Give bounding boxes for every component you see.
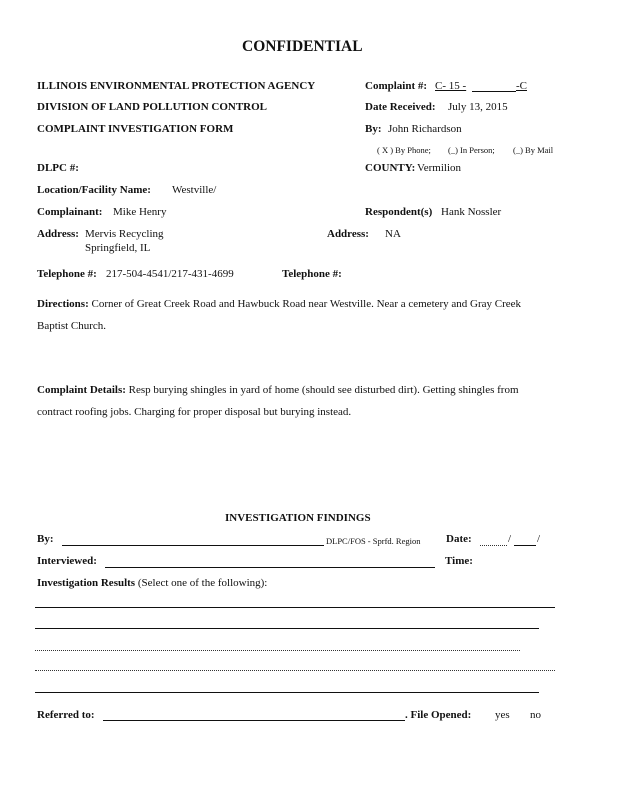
dlpc-label: DLPC #:: [37, 162, 79, 174]
referred-field[interactable]: [103, 720, 405, 721]
date-slash-1: /: [508, 533, 512, 545]
date-received-label: Date Received:: [365, 101, 436, 113]
file-opened-label: . File Opened:: [405, 709, 472, 721]
date-slash-2: /: [537, 533, 541, 545]
directions-line2: Baptist Church.: [37, 320, 107, 332]
county-value: Vermilion: [417, 162, 461, 174]
telephone-value: 217-504-4541/217-431-4699: [106, 268, 234, 280]
results-heading: [37, 577, 267, 590]
form-name: COMPLAINT INVESTIGATION FORM: [37, 123, 234, 135]
complainant-label: Complainant:: [37, 206, 103, 218]
complainant-value: Mike Henry: [113, 206, 167, 218]
details-label: Complaint Details:: [37, 384, 126, 396]
directions-text: Corner of Great Creek Road and Hawbuck Road near Westville. Near a cemetery and Gray Creek: [91, 298, 522, 310]
division-name: DIVISION OF LAND POLLUTION CONTROL: [37, 101, 268, 113]
findings-by-field[interactable]: [62, 545, 324, 546]
interviewed-field[interactable]: [105, 567, 435, 568]
results-line-2[interactable]: [35, 628, 539, 629]
file-opened-no[interactable]: no: [530, 709, 541, 721]
respondent-value: Hank Nossler: [441, 206, 502, 218]
results-line-4[interactable]: [35, 670, 555, 671]
page-title: CONFIDENTIAL: [242, 38, 363, 55]
location-label: Location/Facility Name:: [37, 184, 151, 196]
referred-label: Referred to:: [37, 709, 95, 721]
method-mail: (_) By Mail: [513, 145, 554, 155]
directions-label: Directions:: [37, 298, 89, 310]
findings-by-label: By:: [37, 533, 54, 545]
address-line2: Springfield, IL: [85, 242, 151, 254]
details-text: Resp burying shingles in yard of home (should see disturbed dirt). Getting shingles from: [128, 384, 519, 396]
results-note: (Select one of the following):: [137, 577, 268, 589]
details-line1: [37, 384, 519, 397]
method-person: (_) In Person;: [448, 145, 495, 155]
file-opened-yes[interactable]: yes: [495, 709, 510, 721]
directions-line1: [37, 298, 521, 311]
respondent-telephone-label: Telephone #:: [282, 268, 342, 280]
address-line1: Mervis Recycling: [85, 228, 164, 240]
findings-date-month[interactable]: [480, 545, 507, 546]
results-label: Investigation Results: [37, 577, 136, 589]
agency-name: ILLINOIS ENVIRONMENTAL PROTECTION AGENCY: [37, 80, 316, 92]
method-phone: ( X ) By Phone;: [377, 145, 431, 155]
findings-heading: INVESTIGATION FINDINGS: [225, 512, 371, 524]
time-label: Time:: [445, 555, 473, 567]
findings-date-label: Date:: [446, 533, 472, 545]
results-line-3[interactable]: [35, 650, 520, 651]
results-line-1[interactable]: [35, 607, 555, 608]
complaint-number-blank: [472, 91, 516, 92]
complaint-number-label: Complaint #:: [365, 80, 428, 92]
received-by-label: By:: [365, 123, 382, 135]
address-label: Address:: [37, 228, 79, 240]
date-received-value: July 13, 2015: [448, 101, 508, 113]
findings-date-day[interactable]: [514, 545, 536, 546]
county-label: COUNTY:: [365, 162, 416, 174]
results-line-5[interactable]: [35, 692, 539, 693]
interviewed-label: Interviewed:: [37, 555, 97, 567]
location-value: Westville/: [172, 184, 217, 196]
telephone-label: Telephone #:: [37, 268, 97, 280]
respondent-address-value: NA: [385, 228, 401, 240]
details-line2: contract roofing jobs. Charging for proper disposal but burying instead.: [37, 406, 352, 418]
received-by-value: John Richardson: [388, 123, 462, 135]
findings-region: DLPC/FOS - Sprfd. Region: [326, 536, 421, 546]
complaint-number-suffix: -C: [516, 80, 527, 92]
respondent-address-label: Address:: [327, 228, 369, 240]
complaint-number-value: C- 15 -: [435, 80, 467, 92]
respondent-label: Respondent(s): [365, 206, 433, 218]
